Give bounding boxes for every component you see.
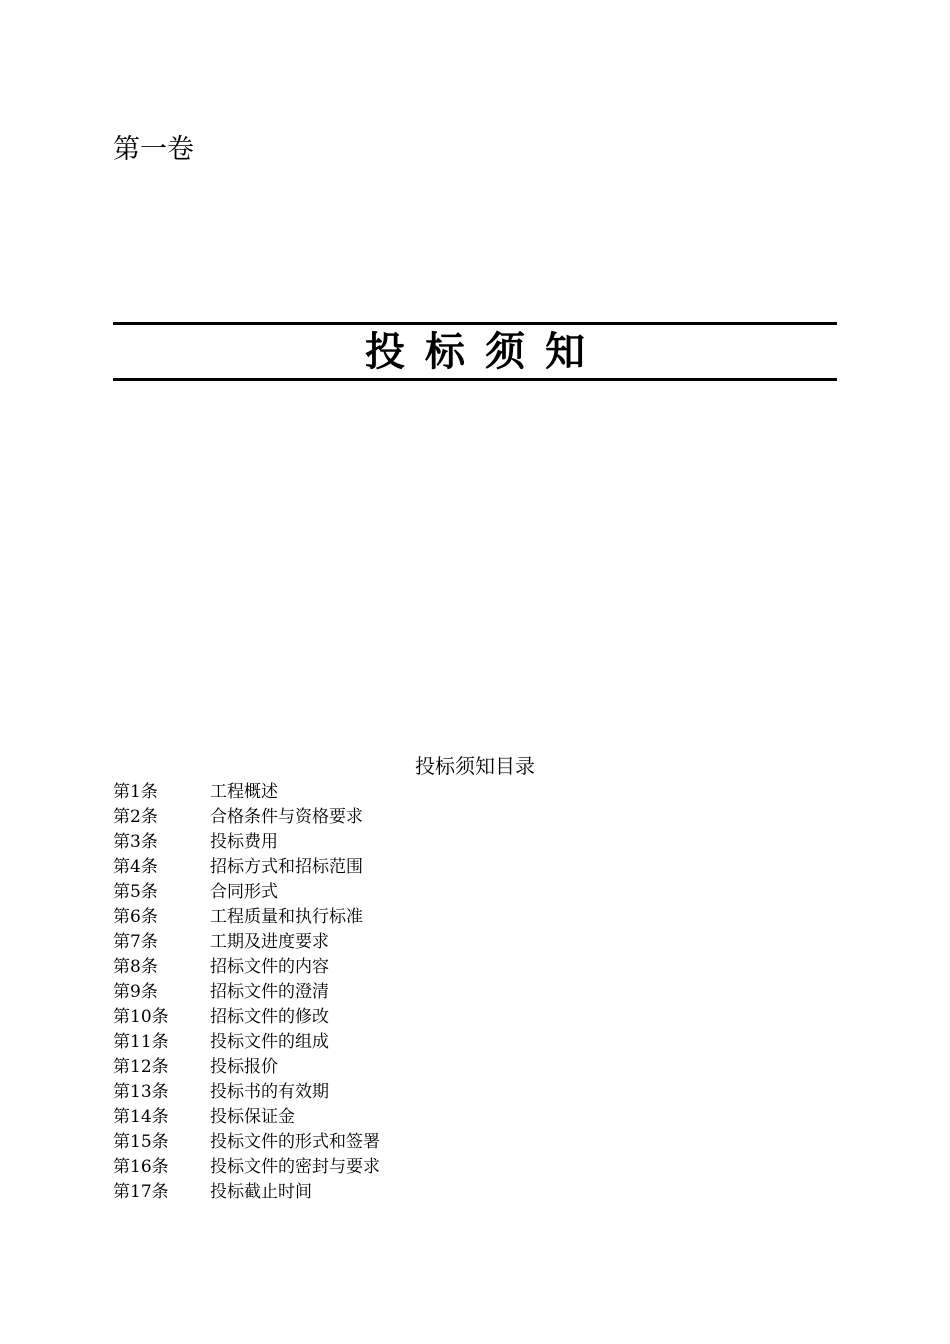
toc-item-title: 投标费用 [210, 832, 278, 852]
toc-item-number: 第8条 [113, 957, 158, 977]
toc-item-number: 第14条 [113, 1107, 169, 1127]
toc-item-number: 第5条 [113, 882, 158, 902]
toc-item-title: 投标文件的形式和签署 [210, 1132, 380, 1152]
toc-list [113, 780, 380, 1205]
toc-heading: 投标须知目录 [415, 754, 535, 778]
toc-item [113, 805, 380, 830]
toc-item-number: 第9条 [113, 982, 158, 1002]
toc-item-title: 合格条件与资格要求 [210, 807, 363, 827]
toc-item [113, 1105, 380, 1130]
toc-item-title: 投标截止时间 [210, 1182, 312, 1202]
toc-item [113, 880, 380, 905]
toc-item [113, 1130, 380, 1155]
toc-item-number: 第7条 [113, 932, 158, 952]
toc-item [113, 830, 380, 855]
toc-item [113, 780, 380, 805]
toc-item-title: 投标文件的组成 [210, 1032, 329, 1052]
toc-item [113, 930, 380, 955]
toc-item [113, 955, 380, 980]
toc-item [113, 1030, 380, 1055]
toc-item [113, 980, 380, 1005]
toc-item-title: 招标文件的内容 [210, 957, 329, 977]
toc-item-number: 第10条 [113, 1007, 169, 1027]
toc-item-number: 第3条 [113, 832, 158, 852]
title-bottom-rule [113, 378, 837, 381]
toc-item [113, 1155, 380, 1180]
toc-item-number: 第11条 [113, 1032, 169, 1052]
toc-item-number: 第17条 [113, 1182, 169, 1202]
toc-item-title: 招标文件的澄清 [210, 982, 329, 1002]
toc-item-title: 工程质量和执行标准 [210, 907, 363, 927]
toc-item-title: 招标方式和招标范围 [210, 857, 363, 877]
toc-item [113, 905, 380, 930]
volume-label: 第一卷 [113, 134, 194, 165]
toc-item-number: 第15条 [113, 1132, 169, 1152]
toc-item-title: 投标书的有效期 [210, 1082, 329, 1102]
toc-item [113, 1005, 380, 1030]
toc-item-title: 投标报价 [210, 1057, 278, 1077]
toc-item-number: 第13条 [113, 1082, 169, 1102]
toc-item-title: 投标保证金 [210, 1107, 295, 1127]
toc-item-title: 投标文件的密封与要求 [210, 1157, 380, 1177]
toc-item-title: 合同形式 [210, 882, 278, 902]
document-title: 投标须知 [365, 328, 605, 375]
toc-item-title: 工期及进度要求 [210, 932, 329, 952]
title-top-rule [113, 322, 837, 325]
toc-item-title: 工程概述 [210, 782, 278, 802]
toc-item [113, 855, 380, 880]
toc-item-number: 第12条 [113, 1057, 169, 1077]
toc-item-title: 招标文件的修改 [210, 1007, 329, 1027]
toc-item-number: 第1条 [113, 782, 158, 802]
toc-item-number: 第16条 [113, 1157, 169, 1177]
toc-item [113, 1080, 380, 1105]
toc-item-number: 第4条 [113, 857, 158, 877]
toc-item [113, 1180, 380, 1205]
toc-item [113, 1055, 380, 1080]
toc-item-number: 第6条 [113, 907, 158, 927]
toc-item-number: 第2条 [113, 807, 158, 827]
